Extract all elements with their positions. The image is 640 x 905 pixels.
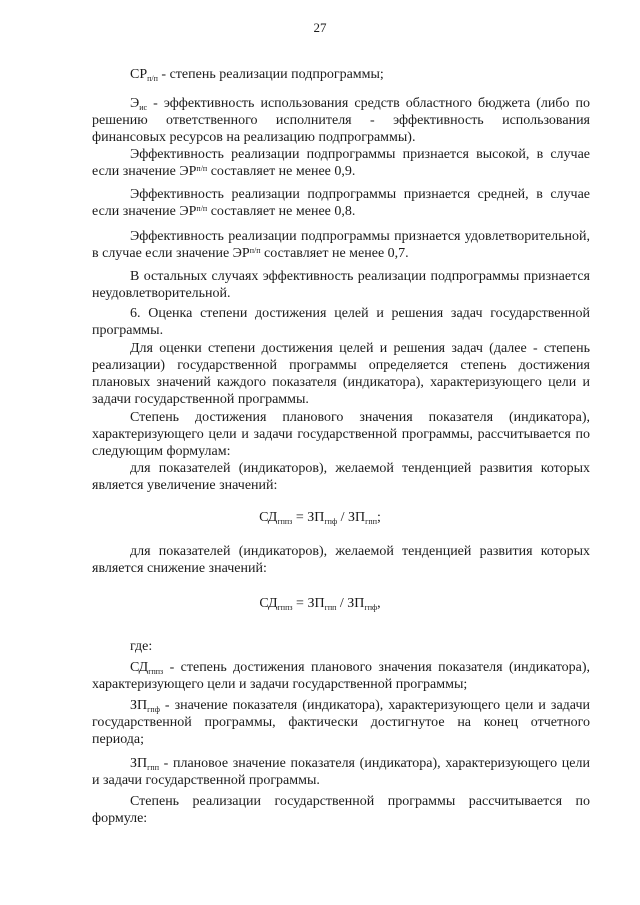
formula-increase: $СД_{гппз} = ЗП_{гпф} / ЗП_{гпп}$; [259, 510, 381, 526]
paragraph-decrease: для показателей (индикаторов), желаемой тенденцией развития которых является снижение значений: [92, 544, 590, 576]
paragraph-increase: для показателей (индикаторов), желаемой тенденцией развития которых является увеличение значений: [92, 461, 590, 493]
definition-sd: $СД_{гппз}$ - степень достижения планового значения показателя (индикатора), характеризующего цели и задачи государственной программы; [92, 660, 590, 692]
page-number: 27 [313, 20, 327, 35]
paragraph-efficiency-satisfactory: Эффективность реализации подпрограммы признается удовлетворительной, в случае если значение $ЭР^{п/п}$ составляет не менее 0,7. [92, 229, 590, 261]
paragraph-degree: Степень достижения планового значения показателя (индикатора), характеризующего цели и задачи государственной программы, рассчитывается по следующим формулам: [92, 410, 590, 459]
paragraph-efficiency-mid: Эффективность реализации подпрограммы признается средней, в случае если значение $ЭР^{п/п}$ составляет не менее 0,8. [92, 187, 590, 219]
paragraph-final: Степень реализации государственной программы рассчитывается по формуле: [92, 794, 590, 826]
paragraph-efficiency-other: В остальных случаях эффективность реализации подпрограммы признается неудовлетворительной. [92, 269, 590, 301]
definition-zp-fact: $ЗП_{гпф}$ - значение показателя (индикатора), характеризующего цели и задачи государственной программы, фактически достигнутое на конец отчетного периода; [92, 698, 590, 747]
definition-sr: $СР_{п/п}$ - степень реализации подпрограммы; [130, 67, 384, 83]
definition-zp-plan: $ЗП_{гпп}$ - плановое значение показателя (индикатора), характеризующего цели и задачи государственной программы. [92, 756, 590, 788]
where-label: где: [130, 639, 153, 654]
section-heading-6: 6. Оценка степени достижения целей и решения задач государственной программы. [92, 306, 590, 338]
definition-e: $Э_{ис}$ - эффективность использования средств областного бюджета (либо по решению ответственного исполнителя - эффективность использования финансовых ресурсов на реализацию подпрограммы). [92, 96, 590, 145]
paragraph-assessment: Для оценки степени достижения целей и решения задач (далее - степень реализации) государственной программы определяется степень достижения плановых значений каждого показателя (индикатора), характеризующего цели и задачи государственной программы. [92, 341, 590, 407]
paragraph-efficiency-high: Эффективность реализации подпрограммы признается высокой, в случае если значение $ЭР^{п/п}$ составляет не менее 0,9. [92, 147, 590, 179]
formula-decrease: $СД_{гппз} = ЗП_{гпп} / ЗП_{гпф}$, [259, 596, 381, 612]
